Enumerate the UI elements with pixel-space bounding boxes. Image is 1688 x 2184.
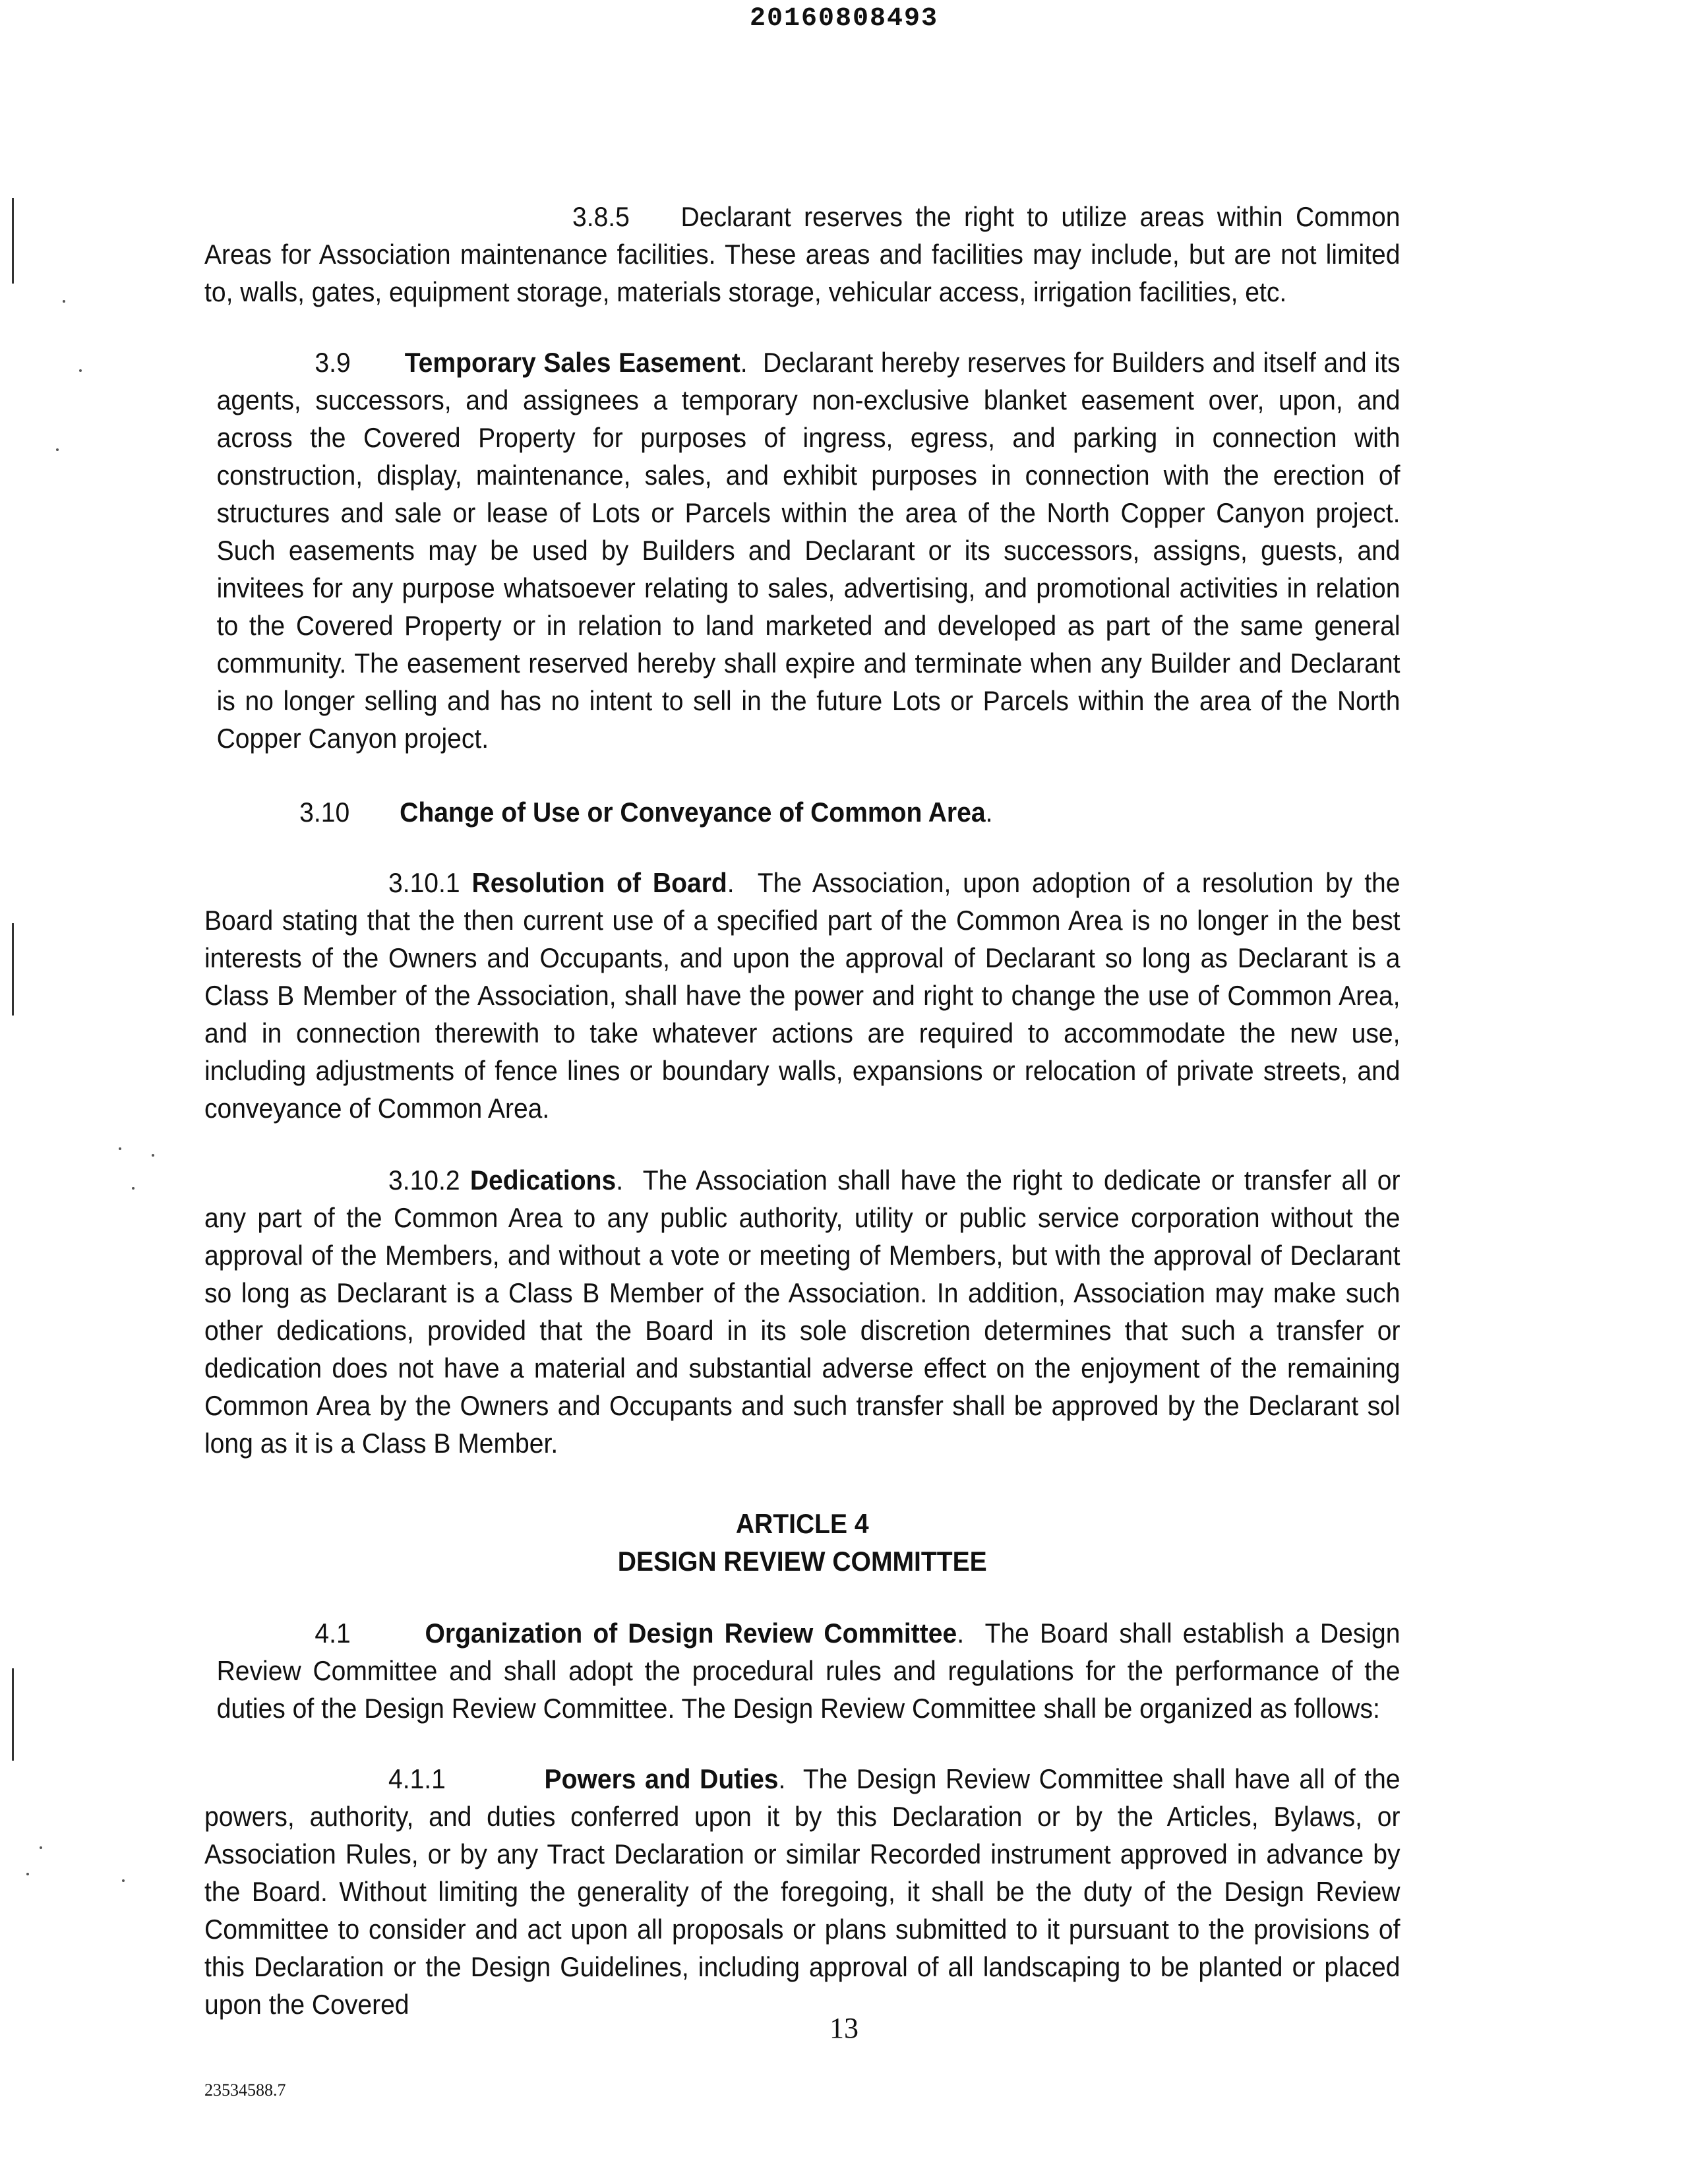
page-body xyxy=(204,198,1401,2023)
section-3-10: 3.10 Change of Use or Conveyance of Common Area. xyxy=(299,797,993,828)
article-title: DESIGN REVIEW COMMITTEE xyxy=(617,1546,987,1577)
section-text: Declarant hereby reserves for Builders and itself and its agents, successors, and assignees a temporary non-exclusive blanket easement over, upon, and across the Covered Property for purposes of ingress, egress, and parking in connection with construction, display, maintenance, sales, and exhibit purposes in connection with the erection of structures and sale or lease of Lots or Parcels within the area of the North Copper Canyon project. Such easements may be used by Builders and Declarant or its successors, assigns, guests, and invitees for any purpose whatsoever relating to sales, advertising, and promotional activities in relation to the Covered Property or in relation to land marketed and developed as part of the same general community. The easement reserved hereby shall expire and terminate when any Builder and Declarant is no longer selling and has no intent to sell in the future Lots or Parcels within the area of the North Copper Canyon project. xyxy=(216,347,1401,754)
section-text: The Board shall establish a Design Review Committee and shall adopt the procedural rules and regulations for the performance of the duties of the Design Review Committee. The Design Review Committee shall be organized as follows: xyxy=(216,1618,1401,1724)
section-3-9: 3.9 Temporary Sales Easement. Declarant hereby reserves for Builders and itself and its agents, successors, and assignees a temporary non-exclusive blanket easement over, upon, and across the Covered Property for purposes of ingress, egress, and parking in connection with construction, display, maintenance, sales, and exhibit purposes in connection with the erection of structures and sale or lease of Lots or Parcels within the area of the North Copper Canyon project. Such easements may be used by Builders and Declarant or its successors, assigns, guests, and invitees for any purpose whatsoever relating to sales, advertising, and promotional activities in relation to the Covered Property or in relation to land marketed and developed as part of the same general community. The easement reserved hereby shall expire and terminate when any Builder and Declarant is no longer selling and has no intent to sell in the future Lots or Parcels within the area of the North Copper Canyon project. xyxy=(216,347,1401,754)
scan-speck xyxy=(119,1147,121,1150)
scan-speck xyxy=(152,1154,154,1157)
section-text: Declarant reserves the right to utilize areas within Common Areas for Association maintenance facilities. These areas and facilities may include, but are not limited to, walls, gates, equipment storage, materials storage, vehicular access, irrigation facilities, etc. xyxy=(204,201,1401,307)
section-4-1: 4.1 Organization of Design Review Committee. The Board shall establish a Design Review Committee and shall adopt the procedural rules and regulations for the performance of the duties of the Design Review Committee. The Design Review Committee shall be organized as follows: xyxy=(216,1618,1401,1724)
scan-mark xyxy=(12,198,14,284)
article-heading xyxy=(204,1505,1401,1580)
section-text: The Design Review Committee shall have all of the powers, authority, and duties conferred upon it by this Declaration or by the Articles, Bylaws, or Association Rules, or by any Tract Declaration or similar Recorded instrument approved in advance by the Board. Without limiting the generality of the foregoing, it shall be the duty of the Design Review Committee to consider and act upon all proposals or plans submitted to it pursuant to the provisions of this Declaration or the Design Guidelines, including approval of all landscaping to be planted or placed upon the Covered xyxy=(204,1763,1401,2020)
section-3-10-1: 3.10.1 Resolution of Board. The Association, upon adoption of a resolution by the Board stating that the then current use of a specified part of the Common Area is no longer in the best interests of the Owners and Occupants, and upon the approval of Declarant so long as Declarant is a Class B Member of the Association, shall have the power and right to change the use of Common Area, and in connection therewith to take whatever actions are required to accommodate the new use, including adjustments of fence lines or boundary walls, expansions or relocation of private streets, and conveyance of Common Area. xyxy=(204,867,1401,1124)
section-4-1-1: 4.1.1 Powers and Duties. The Design Review Committee shall have all of the powers, authority, and duties conferred upon it by this Declaration or by the Articles, Bylaws, or Association Rules, or by any Tract Declaration or similar Recorded instrument approved in advance by the Board. Without limiting the generality of the foregoing, it shall be the duty of the Design Review Committee to consider and act upon all proposals or plans submitted to it pursuant to the provisions of this Declaration or the Design Guidelines, including approval of all landscaping to be planted or placed upon the Covered xyxy=(204,1763,1401,2020)
section-number: 4.1 xyxy=(315,1618,351,1649)
scan-speck xyxy=(40,1846,42,1849)
scan-mark xyxy=(12,923,14,1016)
section-number: 3.10.1 xyxy=(388,867,460,898)
section-3-8-5 xyxy=(204,198,1401,311)
scan-speck xyxy=(56,448,59,451)
section-heading: Powers and Duties xyxy=(544,1763,779,1794)
section-number: 3.10 xyxy=(299,797,350,828)
section-text: The Association, upon adoption of a resolution by the Board stating that the then current use of a specified part of the Common Area is no longer in the best interests of the Owners and Occupants, and upon the approval of Declarant so long as Declarant is a Class B Member of the Association, shall have the power and right to change the use of Common Area, and in connection therewith to take whatever actions are required to accommodate the new use, including adjustments of fence lines or boundary walls, expansions or relocation of private streets, and conveyance of Common Area. xyxy=(204,867,1401,1124)
section-3-10-2: 3.10.2 Dedications. The Association shall have the right to dedicate or transfer all or any part of the Common Area to any public authority, utility or public service corporation without the approval of the Members, and without a vote or meeting of Members, but with the approval of Declarant so long as Declarant is a Class B Member of the Association. In addition, Association may make such other dedications, provided that the Board in its sole discretion determines that such a transfer or dedication does not have a material and substantial adverse effect on the enjoyment of the remaining Common Area by the Owners and Occupants and such transfer shall be approved by the Declarant sol long as it is a Class B Member. xyxy=(204,1165,1401,1459)
section-heading: Organization of Design Review Committee xyxy=(425,1618,957,1649)
section-heading: Change of Use or Conveyance of Common Area xyxy=(400,797,986,828)
section-number: 3.8.5 xyxy=(572,201,630,232)
scan-speck xyxy=(79,369,82,372)
scan-speck xyxy=(132,1187,135,1190)
section-text: The Association shall have the right to dedicate or transfer all or any part of the Common Area to any public authority, utility or public service corporation without the approval of the Members, and without a vote or meeting of Members, but with the approval of Declarant so long as Declarant is a Class B Member of the Association. In addition, Association may make such other dedications, provided that the Board in its sole discretion determines that such a transfer or dedication does not have a material and substantial adverse effect on the enjoyment of the remaining Common Area by the Owners and Occupants and such transfer shall be approved by the Declarant sol long as it is a Class B Member. xyxy=(204,1165,1401,1459)
scan-speck xyxy=(122,1879,125,1882)
scan-speck xyxy=(26,1873,29,1875)
section-heading: Dedications xyxy=(469,1165,617,1196)
section-heading: Resolution of Board xyxy=(471,867,727,898)
document-id: 23534588.7 xyxy=(204,2080,286,2100)
section-heading: Temporary Sales Easement xyxy=(404,347,740,378)
recording-number: 20160808493 xyxy=(749,4,939,34)
section-number: 4.1.1 xyxy=(388,1763,446,1794)
article-label: ARTICLE 4 xyxy=(735,1508,869,1539)
section-number: 3.10.2 xyxy=(388,1165,460,1196)
scan-speck xyxy=(63,300,65,303)
page-number: 13 xyxy=(829,2012,859,2044)
scan-mark xyxy=(12,1668,14,1761)
section-number: 3.9 xyxy=(315,347,351,378)
